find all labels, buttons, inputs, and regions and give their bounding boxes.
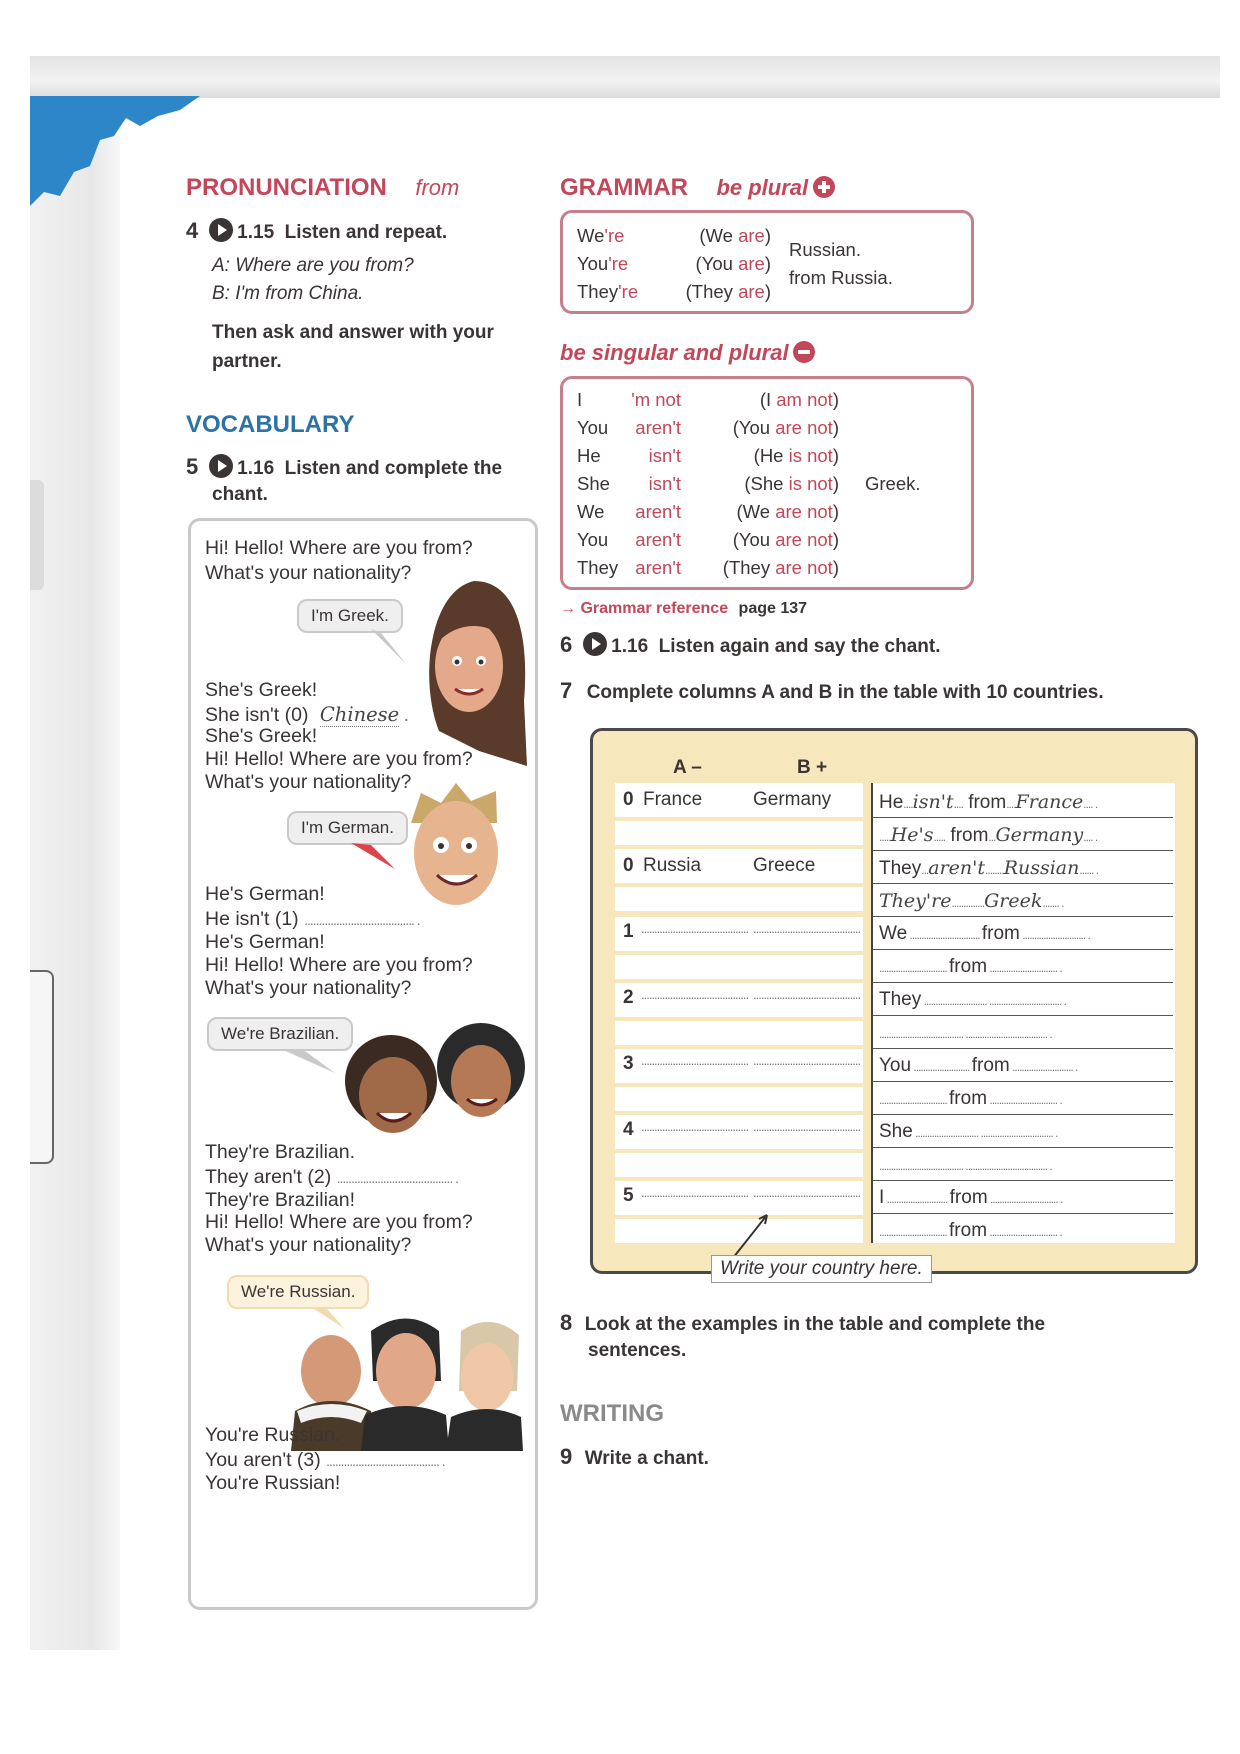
chant-line-text: She isn't (0)	[205, 704, 309, 726]
exercise-number: 7	[560, 678, 573, 703]
row-gap	[615, 1017, 863, 1021]
sentence-line[interactable]: We .............................. from ........................... .	[879, 923, 1090, 944]
exercise-number: 8	[560, 1310, 573, 1335]
sentence-line[interactable]: .................................... ................................... .	[879, 1027, 1052, 1041]
neg-pronoun: They	[577, 557, 619, 578]
sentence-line[interactable]: ............................. from ............................. .	[879, 1088, 1062, 1109]
country-a: France	[643, 789, 703, 810]
sentence-line: He....isn't.... from....France.... .	[879, 791, 1098, 813]
row-number: 1	[623, 921, 634, 942]
blank-country-a[interactable]: .........................................	[641, 921, 749, 936]
row-number: 5	[623, 1185, 634, 1206]
long-form-text: (They	[685, 281, 739, 302]
neg-pronoun: I	[577, 389, 583, 410]
neg-contraction: aren't	[635, 417, 681, 438]
sentence-word: He	[879, 792, 904, 813]
rule	[873, 916, 1173, 917]
exercise-instruction: Complete columns A and B in the table with 10 countries.	[586, 682, 1104, 703]
exercise-instruction-cont: chant.	[212, 484, 268, 505]
neg-contraction: isn't	[648, 445, 681, 466]
blank-country-a[interactable]: .........................................	[641, 1119, 749, 1134]
verb: are not	[775, 417, 833, 438]
grammar-reference-page: page 137	[738, 600, 808, 617]
bubble-tail	[351, 843, 401, 873]
sentence-line[interactable]: .................................... ................................... .	[879, 1159, 1052, 1173]
rule	[873, 1081, 1173, 1082]
chant-line-text: They aren't (2)	[205, 1166, 332, 1188]
blank-country-b[interactable]: .........................................	[753, 1185, 861, 1200]
neg-complement: Greek.	[865, 473, 921, 494]
plural-row	[577, 253, 628, 275]
chant-box	[188, 518, 538, 1610]
neg-long-form	[737, 501, 840, 523]
speech-bubble: We're Russian.	[227, 1275, 369, 1309]
neg-long-form	[723, 557, 839, 579]
country-a: Russia	[643, 855, 702, 876]
chant-line: He's German!	[205, 931, 325, 953]
exercise-8-header	[560, 1310, 1045, 1336]
row-gap	[615, 1083, 863, 1087]
sentence-line[interactable]: ............................. from ............................. .	[879, 1220, 1062, 1241]
rule	[873, 1114, 1173, 1115]
country-table	[590, 728, 1198, 1279]
pronunciation-then-line-2: partner.	[212, 351, 282, 372]
neg-long-form	[760, 389, 839, 411]
audio-play-icon[interactable]	[583, 632, 607, 656]
pronoun: You	[577, 253, 609, 274]
contraction: 're	[608, 253, 629, 274]
page-gutter	[30, 98, 120, 1650]
exercise-6-header	[560, 632, 941, 658]
blank-country-b[interactable]: .........................................	[753, 921, 861, 936]
handwritten-answer: Russian	[1003, 857, 1080, 879]
verb: are not	[775, 529, 833, 550]
handwritten-answer: aren't	[928, 857, 986, 879]
paren: )	[832, 417, 839, 438]
blank-country-b[interactable]: .........................................	[753, 1053, 861, 1068]
exercise-number: 9	[560, 1444, 573, 1469]
exercise-instruction: Listen again and say the chant.	[658, 636, 941, 657]
paren: )	[764, 253, 771, 274]
bubble-tail	[371, 629, 411, 669]
rule	[873, 883, 1173, 884]
neg-long-form	[733, 417, 839, 439]
writing-title: WRITING	[560, 1400, 664, 1427]
chant-line-blank: They aren't (2) ........................................ .	[205, 1166, 458, 1188]
sentence-word: from	[949, 1220, 988, 1241]
neg-contraction: aren't	[635, 501, 681, 522]
long-form-text: (He	[753, 445, 789, 466]
track-number: 1.16	[237, 458, 275, 479]
exercise-instruction: Listen and complete the	[284, 458, 503, 479]
plural-complement: from Russia.	[789, 267, 893, 288]
neg-contraction: aren't	[635, 557, 681, 578]
negative-title: be singular and plural	[560, 340, 789, 365]
sentence-word: They	[879, 858, 922, 879]
chant-line-text: You aren't (3)	[205, 1449, 321, 1471]
sentence-line[interactable]: You ........................ from .......................... .	[879, 1055, 1078, 1076]
row-number: 2	[623, 987, 634, 1008]
long-form-text: (We	[736, 501, 776, 522]
chant-line: You're Russian.	[205, 1424, 341, 1446]
speech-bubble: I'm Greek.	[297, 599, 403, 633]
chant-line: You're Russian!	[205, 1472, 341, 1494]
row-gap	[615, 1149, 863, 1153]
negative-heading	[560, 340, 815, 366]
sentence-word: from	[949, 956, 988, 977]
audio-play-icon[interactable]	[209, 218, 233, 242]
grammar-reference-link[interactable]	[560, 600, 807, 618]
handwritten-answer: They're	[879, 890, 952, 912]
chant-line-blank: He isn't (1) ...................................... .	[205, 908, 420, 930]
paren: )	[832, 501, 839, 522]
sentence-word: from	[981, 923, 1020, 944]
pronunciation-heading	[186, 174, 459, 202]
verb: are not	[775, 501, 833, 522]
long-form-text: (I	[759, 389, 777, 410]
chant-line: Hi! Hello! Where are you from?	[205, 537, 473, 559]
chant-line: She's Greek!	[205, 679, 318, 701]
chant-line: They're Brazilian.	[205, 1141, 356, 1163]
be-negative-table	[560, 376, 974, 590]
verb: are not	[775, 557, 833, 578]
verb: is not	[788, 473, 833, 494]
contraction: 're	[618, 281, 639, 302]
contraction: 're	[604, 225, 625, 246]
chant-line: She's Greek!	[205, 725, 318, 747]
audio-play-icon[interactable]	[209, 454, 233, 478]
speech-bubble: I'm German.	[287, 811, 408, 845]
row-number: 3	[623, 1053, 634, 1074]
handwritten-answer: Germany	[995, 824, 1084, 846]
pronoun: We	[577, 225, 605, 246]
plural-complement: Russian.	[789, 239, 861, 260]
row-number: 4	[623, 1119, 634, 1140]
chant-line: Hi! Hello! Where are you from?	[205, 1211, 473, 1233]
long-form-text: (She	[744, 473, 789, 494]
be-plural-table	[560, 210, 974, 314]
rule	[873, 817, 1173, 818]
plural-long-form	[696, 253, 771, 275]
rule	[873, 1213, 1173, 1214]
paren: )	[764, 281, 771, 302]
row-number: 0	[623, 789, 634, 810]
rule	[873, 949, 1173, 950]
grammar-heading	[560, 174, 835, 202]
sentence-word: from	[949, 1187, 988, 1208]
chant-line-blank: She isn't (0) Chinese .	[205, 703, 409, 726]
brazilian-kids-illustration	[331, 1021, 531, 1151]
verb: is not	[788, 445, 833, 466]
long-form-text: (You	[732, 529, 776, 550]
verb: are	[738, 253, 765, 274]
exercise-9-header	[560, 1444, 709, 1470]
plural-long-form	[699, 225, 771, 247]
speech-bubble: We're Brazilian.	[207, 1017, 353, 1051]
neg-pronoun: We	[577, 501, 605, 522]
scan-top-band	[30, 56, 1220, 98]
paren: )	[832, 389, 839, 410]
neg-long-form	[754, 445, 839, 467]
row-gap	[615, 883, 863, 887]
paren: )	[832, 557, 839, 578]
chant-answer-example: Chinese	[319, 703, 400, 726]
verb: am not	[776, 389, 833, 410]
paren: )	[832, 529, 839, 550]
rule	[873, 1048, 1173, 1049]
chant-line: What's your nationality?	[205, 771, 412, 793]
sentence-line[interactable]: ............................. from ............................. .	[879, 956, 1062, 977]
neg-pronoun: She	[577, 473, 610, 494]
sentence-word: You	[879, 1055, 912, 1076]
table-note: Write your country here.	[711, 1255, 932, 1283]
exercise-number: 6	[560, 632, 573, 657]
row-number: 0	[623, 855, 634, 876]
blank-country-b[interactable]: .........................................	[753, 987, 861, 1002]
sentence-line[interactable]: I .......................... from ............................. .	[879, 1187, 1063, 1208]
long-form-text: (We	[699, 225, 739, 246]
dialog-line-a: A: Where are you from?	[212, 255, 414, 276]
arrow-right-icon: →	[560, 600, 576, 617]
track-number: 1.15	[237, 222, 275, 243]
side-tab	[30, 970, 54, 1164]
plus-icon	[813, 176, 835, 198]
pronunciation-focus: from	[415, 175, 460, 200]
neg-contraction: isn't	[648, 473, 681, 494]
sentence-line: They're..............Greek....... .	[879, 890, 1064, 912]
neg-contraction: aren't	[635, 529, 681, 550]
sentence-word: I	[879, 1187, 885, 1208]
verb: are	[738, 225, 765, 246]
paren: )	[832, 473, 839, 494]
sentence-line: .....He's..... from...Germany.... .	[879, 824, 1098, 846]
rule	[873, 1147, 1173, 1148]
rule	[873, 850, 1173, 851]
track-number: 1.16	[611, 636, 649, 657]
blank-country-a[interactable]: .........................................	[641, 987, 749, 1002]
chant-line: They're Brazilian!	[205, 1189, 356, 1211]
grammar-title: GRAMMAR	[560, 174, 688, 201]
sentence-word: She	[879, 1121, 913, 1142]
chant-line: What's your nationality?	[205, 562, 412, 584]
plural-row	[577, 281, 638, 303]
exercise-instruction: Listen and repeat.	[284, 222, 448, 243]
country-b: Greece	[753, 855, 816, 876]
sentence-line[interactable]: She ........................... ............................... .	[879, 1121, 1058, 1142]
blank-country-a[interactable]: .........................................	[641, 1185, 749, 1200]
blank-country-b[interactable]: .........................................	[753, 1119, 861, 1134]
handwritten-answer: France	[1015, 791, 1084, 813]
chant-line-text: He isn't (1)	[205, 908, 299, 930]
country-b: Germany	[753, 789, 832, 810]
pronoun: They	[577, 281, 619, 302]
rule	[873, 982, 1173, 983]
row-gap	[615, 817, 863, 821]
pronunciation-title: PRONUNCIATION	[186, 174, 387, 201]
chant-line: What's your nationality?	[205, 1234, 412, 1256]
exercise-4-header	[186, 218, 447, 244]
blank-country-a[interactable]: .........................................	[641, 1053, 749, 1068]
neg-pronoun: He	[577, 445, 601, 466]
pronunciation-then-line-1: Then ask and answer with your	[212, 322, 494, 343]
handwritten-answer: isn't	[912, 791, 954, 813]
handwritten-answer: Greek	[984, 890, 1043, 912]
sentence-word: from	[949, 1088, 988, 1109]
long-form-text: (You	[732, 417, 776, 438]
chant-line: What's your nationality?	[205, 977, 412, 999]
exercise-number: 4	[186, 218, 199, 243]
grammar-reference-label: Grammar reference	[580, 600, 729, 617]
sentence-word: They	[879, 989, 922, 1010]
dialog-line-b: B: I'm from China.	[212, 283, 364, 304]
row-gap	[615, 951, 863, 955]
grammar-subtitle: be plural	[716, 175, 809, 200]
plural-long-form	[686, 281, 771, 303]
greek-girl-illustration	[419, 581, 529, 771]
verb: are	[738, 281, 765, 302]
chant-line: Hi! Hello! Where are you from?	[205, 748, 473, 770]
vocabulary-title: VOCABULARY	[186, 411, 355, 438]
exercise-5-header	[186, 454, 502, 480]
rule	[873, 1015, 1173, 1016]
sentence-line[interactable]: They ........................... ............................... .	[879, 989, 1066, 1010]
german-boy-illustration	[401, 783, 511, 913]
chant-line: He's German!	[205, 883, 325, 905]
long-form-text: (You	[695, 253, 739, 274]
sentence-line: They...aren't........Russian...... .	[879, 857, 1099, 879]
exercise-7-header	[560, 678, 1104, 704]
column-a-header: A –	[673, 757, 702, 778]
paren: )	[832, 445, 839, 466]
exercise-number: 5	[186, 454, 199, 479]
sentence-word: from	[971, 1055, 1010, 1076]
chant-line-blank: You aren't (3) ....................................... .	[205, 1449, 445, 1471]
neg-contraction: 'm not	[631, 389, 681, 410]
rule	[873, 1180, 1173, 1181]
neg-pronoun: You	[577, 417, 609, 438]
exercise-instruction: Write a chant.	[584, 1448, 709, 1469]
chant-line: Hi! Hello! Where are you from?	[205, 954, 473, 976]
minus-icon	[793, 341, 815, 363]
handwritten-answer: He's	[890, 824, 934, 846]
side-tab-top	[30, 480, 44, 590]
neg-long-form	[733, 529, 839, 551]
blue-splash-decoration	[30, 96, 200, 206]
sentence-word: We	[879, 923, 908, 944]
sentence-word: from	[950, 825, 989, 846]
plural-row	[577, 225, 624, 247]
neg-pronoun: You	[577, 529, 609, 550]
sentence-word: from	[968, 792, 1007, 813]
neg-long-form	[744, 473, 839, 495]
paren: )	[764, 225, 771, 246]
long-form-text: (They	[722, 557, 776, 578]
exercise-instruction-cont: sentences.	[588, 1340, 687, 1361]
exercise-instruction: Look at the examples in the table and complete the	[584, 1314, 1046, 1335]
column-b-header: B +	[797, 757, 828, 778]
